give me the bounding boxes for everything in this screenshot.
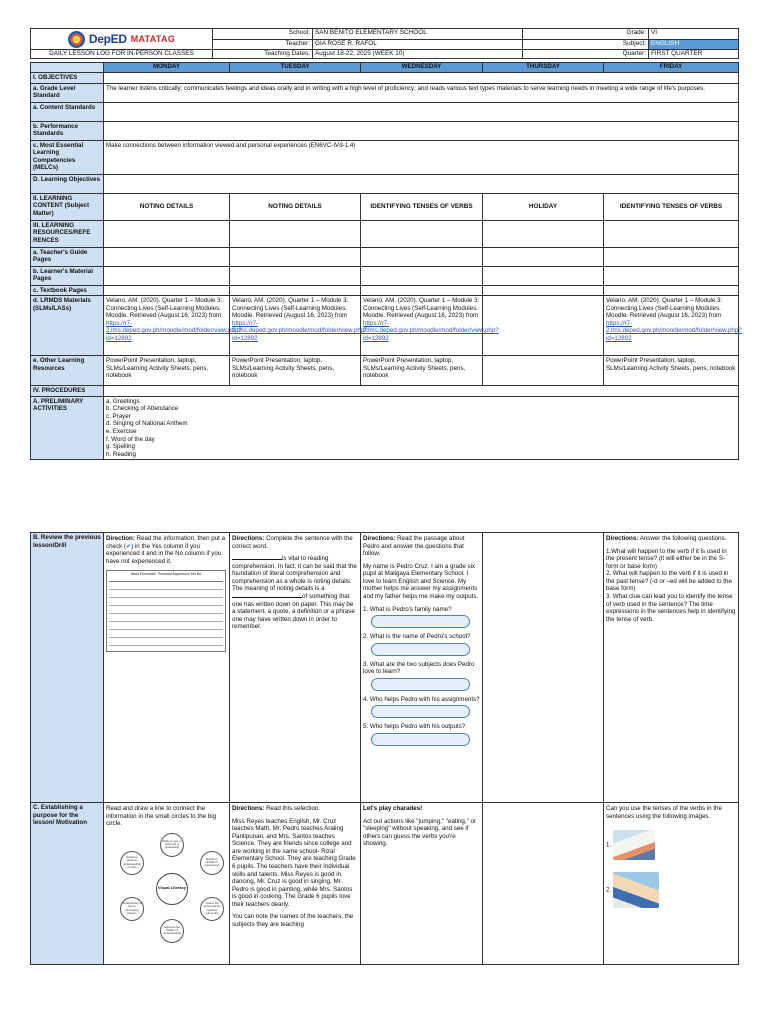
textbook-thu — [483, 285, 604, 296]
answer-field[interactable] — [371, 678, 470, 691]
question: 1.What will happen to the verb if it is used in the present tense? (it will either be in the S-form or base form) — [606, 547, 727, 570]
question: 1. What is Pedro's family name? — [363, 605, 452, 613]
review-friday — [604, 533, 739, 803]
direction-label: Directions: — [606, 535, 639, 542]
direction-text: Read this selection. — [266, 805, 321, 812]
direction-label: Directions: — [232, 535, 265, 542]
deped-logo: DepED — [88, 31, 127, 46]
mini-table-row — [109, 598, 223, 606]
purpose-label: C. Establishing a purpose for the lesson/ Motivation — [31, 803, 104, 965]
day-wednesday: WEDNESDAY — [361, 63, 483, 73]
purpose-thursday — [483, 803, 604, 965]
other-friday: PowerPoint Presentation, laptop, SLMs/Learning Activity Sheets, pens, notebook — [604, 356, 739, 386]
guide-fri — [604, 247, 739, 266]
review-thursday — [483, 533, 604, 803]
material-fri — [604, 266, 739, 285]
content-standards-cell — [104, 102, 739, 121]
lesson-log-page-1 — [30, 28, 742, 460]
content-tuesday: NOTING DETAILS — [230, 193, 361, 220]
day-tuesday: TUESDAY — [230, 63, 361, 73]
question: 2. What is the name of Pedro's school? — [363, 633, 471, 641]
lrmds-monday — [104, 296, 242, 356]
mini-table-header: Items Presented · Personal Experience Yes No — [109, 573, 223, 582]
direction-text: Can you use the tenses of the verbs in the sentences using the following images. — [606, 805, 722, 820]
mini-table-head2: Personal Experience — [158, 572, 190, 577]
guide-thu — [483, 247, 604, 266]
lrmds-citation: Velano, AM. (2020). Quarter 1 – Module 3: Connecting Lives (Self-Learning Modules. Moodle. Retrieved (August 16, 2023) from — [363, 297, 480, 320]
content-monday: NOTING DETAILS — [104, 193, 230, 220]
selection-text: Miss Reyes teaches English, Mr. Cruz teaches Math, Mr. Pedro teaches Araling Panlipunan, and Mrs. Santos teaches Science. They are friends since college and are working in the same school- Rizal Elementary School. They are teaching Grade 6 pupils. The teachers have their individual skills and talents. Miss Reyes is good in dancing, Mr. Cruz is good in singing, Mr. Pedro is good in painting, while Mrs. Santos is good in cooking. The Grade 6 pupils love their teachers dearly. — [232, 817, 356, 908]
matatag-logo: MATATAG — [130, 33, 176, 44]
image-number: 2. — [606, 886, 612, 894]
day-monday: MONDAY — [104, 63, 230, 73]
question: 2. What will happen to the verb if it is used in the past tense? (-d or –ed will be added to the base form) — [606, 570, 732, 593]
preliminary-label: A. PRELIMINARY ACTIVITIES — [31, 396, 104, 460]
pedro-passage: My name is Pedro Cruz. I am a grade six pupil at Maligaya Elementary School. I love to learn English and Science. My mother helps me answer my assignments and my father helps me make my outputs. — [363, 562, 479, 600]
material-wed — [361, 266, 483, 285]
purpose-monday — [104, 803, 230, 965]
mindmap-node[interactable]: Visual literacy is key to developing literacy — [120, 897, 144, 921]
image-number: 1. — [606, 841, 612, 849]
content-standards-label: a. Content Standards — [31, 102, 104, 121]
mini-table-row — [109, 630, 223, 638]
corner-cell — [31, 63, 104, 73]
teachers-guide-label: a. Teacher's Guide Pages — [31, 247, 104, 266]
list-item: a. Greetings — [106, 397, 140, 405]
procedures-table — [30, 532, 739, 965]
answer-field[interactable] — [371, 643, 470, 656]
review-tuesday — [230, 533, 361, 803]
other-resources-label: e. Other Learning Resources — [31, 356, 104, 386]
material-tue — [230, 266, 361, 285]
mini-table-yes: Yes — [190, 572, 197, 577]
question: 3. What clue can lead you to identify the tense of verb used in the sentence? The time expressions in the sentences help in identifying the tense of verb. — [606, 592, 736, 623]
objectives-label: I. OBJECTIVES — [31, 73, 104, 84]
lrmds-tuesday — [230, 296, 368, 356]
mini-table-row — [109, 582, 223, 590]
mini-table-head: Items Presented — [130, 572, 156, 577]
grade-level-text: The learner listens critically; communicates feelings and ideas orally and in writing with a high level of proficiency; and reads various text types materials to serve learning needs in meeting a wide range of life's purposes. — [104, 83, 739, 102]
passage-text-2: of something that one has written down on paper. This may be a statement, a quote, a definition or a phrase one may have written down in order to remember. — [232, 592, 355, 631]
teacher-label: Teacher: — [213, 39, 313, 50]
list-item: g. Spelling — [106, 443, 135, 451]
mindmap-node[interactable]: Ability to see, to read and to understand — [160, 833, 184, 857]
other-tuesday: PowerPoint Presentation, laptop, SLMs/Learning Activity Sheets, pens, notebook — [230, 356, 361, 386]
lrmds-label: d. LRMDS Materials (SLMs/LASs) — [31, 296, 104, 356]
direction-label: Directions: — [232, 805, 265, 812]
grade-value: VI — [649, 29, 739, 40]
image-item-2 — [606, 872, 736, 908]
review-monday — [104, 533, 230, 803]
grade-level-label: a. Grade Level Standard — [31, 83, 104, 102]
deped-seal-icon — [68, 31, 85, 48]
selection-text-2: You can note the names of the teachers, the subjects they are teaching — [232, 913, 354, 928]
check-icon: ✔ — [125, 542, 132, 550]
quarter-value: FIRST QUARTER — [649, 50, 739, 59]
list-item: h. Reading — [106, 450, 136, 458]
direction-text: Answer the following questions. — [639, 535, 727, 542]
lesson-table — [30, 62, 742, 460]
lrmds-friday — [604, 296, 742, 356]
answer-blank[interactable] — [232, 559, 282, 560]
mini-table-row — [109, 614, 223, 622]
resources-fri — [604, 220, 739, 247]
mindmap-node[interactable]: Involve the visual and the cognitive elements — [200, 897, 224, 921]
mindmap-center: Visual Literacy — [156, 873, 188, 905]
textbook-mon — [104, 285, 230, 296]
other-monday: PowerPoint Presentation, laptop, SLMs/Learning Activity Sheets, pens, notebook — [104, 356, 230, 386]
learning-content-label: II. LEARNING CONTENT (Subject Matter) — [31, 193, 104, 220]
list-item: b. Checking of Attendance — [106, 405, 179, 413]
question: 3. What are the two subjects does Pedro love to learn? — [363, 660, 475, 676]
textbook-wed — [361, 285, 483, 296]
textbook-label: c. Textbook Pages — [31, 285, 104, 296]
mini-table-row — [109, 622, 223, 630]
other-thursday — [483, 356, 604, 386]
list-item: f. Word of the day — [106, 435, 155, 443]
lrmds-thursday — [483, 296, 604, 356]
preliminary-list — [104, 396, 739, 460]
students-reading-image — [613, 830, 655, 860]
lrmds-citation: Velano, AM. (2020). Quarter 1 – Module 3: Connecting Lives (Self-Learning Modules. Moodle. Retrieved (August 16, 2023) from — [106, 297, 223, 320]
subject-label: Subject: — [523, 39, 649, 50]
answer-field[interactable] — [371, 615, 470, 628]
teacher-value: GIA ROSE R. RAFOL — [313, 39, 523, 50]
question: 4. Who helps Pedro with his assignments? — [363, 695, 480, 703]
lrmds-wednesday — [361, 296, 499, 356]
material-thu — [483, 266, 604, 285]
mini-table-row — [109, 638, 223, 646]
dates-value: August 18-22, 2025 (WEEK 10) — [313, 50, 523, 59]
resources-wed — [361, 220, 483, 247]
learning-objectives-cell — [104, 174, 739, 193]
direction-label: Directions: — [363, 535, 396, 542]
performance-standards-label: b. Performance Standards — [31, 121, 104, 140]
mindmap-node[interactable]: Builds on children's experiences — [200, 851, 224, 875]
content-friday: IDENTIFYING TENSES OF VERBS — [604, 193, 739, 220]
mindmap-node[interactable]: Supports the children in understanding — [160, 919, 184, 943]
review-label: B. Review the previous lesson/Drill — [31, 533, 104, 803]
grade-label: Grade: — [523, 29, 649, 40]
answer-field[interactable] — [371, 705, 470, 718]
lrmds-citation: Velano, AM. (2020). Quarter 1 – Module 3: Connecting Lives (Self-Learning Modules. Moodle. Retrieved (August 16, 2023) from — [606, 297, 723, 320]
review-wednesday — [361, 533, 483, 803]
charades-text: Act out actions like "jumping," "eating," or "sleeping" without speaking, and see if others can guess the verbs you're showing. — [363, 817, 476, 848]
answer-field[interactable] — [371, 733, 470, 746]
lrmds-link[interactable]: https://r7-2.lms.deped.gov.ph/moodle/mod/folder/view.php?id=12892 — [106, 319, 242, 342]
passage-text: is vital to reading comprehension. In fact, it can be said that the foundation of literal comprehension and comprehension as a whole is noting details. The meaning of noting details is a — [232, 555, 357, 593]
question: 5. Who helps Pedro with his outputs? — [363, 723, 466, 731]
header-table — [30, 28, 739, 59]
school-value: SAN BENITO ELEMENTARY SCHOOL — [313, 29, 523, 40]
mindmap-node[interactable]: Enhance students' understanding of texts — [120, 851, 144, 875]
material-mon — [104, 266, 230, 285]
procedures-cell — [104, 386, 739, 397]
logo — [33, 29, 210, 49]
direction-text: Complete the sentence with the correct word. — [232, 535, 353, 550]
direction-text: Read and draw a line to connect the information in the small circles to the big circle. — [106, 805, 217, 828]
procedures-label: IV. PROCEDURES — [31, 386, 104, 397]
mini-table-row — [109, 590, 223, 598]
mini-table-row — [109, 606, 223, 614]
list-item: d. Singing of National Anthem — [106, 420, 188, 428]
answer-blank[interactable] — [232, 597, 302, 598]
learning-objectives-label: D. Learning Objectives — [31, 174, 104, 193]
lrmds-link[interactable]: https://r7-2.lms.deped.gov.ph/moodle/mod/folder/view.php?id=12892 — [363, 319, 499, 342]
resources-label: III. LEARNING RESOURCES/REFE RENCES — [31, 220, 104, 247]
direction-text: Read the passage about Pedro and answer the questions that follow. — [363, 535, 465, 558]
lrmds-link[interactable]: https://r7-2.lms.deped.gov.ph/moodle/mod/folder/view.php?id=12892 — [232, 319, 368, 342]
resources-tue — [230, 220, 361, 247]
school-label: School: — [213, 29, 313, 40]
melc-text: Make connections between information viewed and personal experiences (EN6VC-IVd-1.4) — [104, 140, 739, 174]
direction-text: Read the information, then put a check ( — [106, 535, 226, 550]
resources-mon — [104, 220, 230, 247]
lesson-log-page-2 — [30, 532, 738, 965]
content-thursday: HOLIDAY — [483, 193, 604, 220]
purpose-tuesday — [230, 803, 361, 965]
guide-mon — [104, 247, 230, 266]
guide-tue — [230, 247, 361, 266]
direction-label: Direction: — [106, 535, 135, 542]
experience-table-image — [106, 570, 226, 652]
other-wednesday: PowerPoint Presentation, laptop, SLMs/Learning Activity Sheets, pens, notebook — [361, 356, 483, 386]
guide-wed — [361, 247, 483, 266]
textbook-tue — [230, 285, 361, 296]
list-item: c. Prayer — [106, 412, 131, 420]
performance-standards-cell — [104, 121, 739, 140]
content-wednesday: IDENTIFYING TENSES OF VERBS — [361, 193, 483, 220]
charades-title: Let's play charades! — [363, 805, 423, 812]
lrmds-link[interactable]: https://r7-2.lms.deped.gov.ph/moodle/mod/folder/view.php?id=12892 — [606, 319, 742, 342]
lrmds-citation: Velano, AM. (2020). Quarter 1 – Module 3: Connecting Lives (Self-Learning Modules. Moodle. Retrieved (August 16, 2023) from — [232, 297, 349, 320]
resources-thu — [483, 220, 604, 247]
learners-material-label: b. Learner's Material Pages — [31, 266, 104, 285]
quarter-label: Quarter: — [523, 50, 649, 59]
visual-literacy-mindmap — [116, 833, 228, 945]
day-thursday: THURSDAY — [483, 63, 604, 73]
day-friday: FRIDAY — [604, 63, 739, 73]
mini-table-no: No — [196, 572, 202, 577]
list-item: e. Exercise — [106, 427, 137, 435]
dates-label: Teaching Dates: — [213, 50, 313, 59]
purpose-wednesday — [361, 803, 483, 965]
document-title: DAILY LESSON LOG FOR IN-PERSON CLASSES — [31, 50, 213, 59]
subject-value: ENGLISH — [649, 39, 739, 50]
image-item-1 — [606, 830, 736, 860]
purpose-friday — [604, 803, 739, 965]
objectives-cell — [104, 73, 739, 84]
textbook-fri — [604, 285, 739, 296]
melc-label: c. Most Essential Learning Competencies (MELCs) — [31, 140, 104, 174]
logo-cell — [31, 29, 213, 50]
direction-text-2: ) in the Yes column if you experienced it and in the No column if you have not experienced it. — [106, 542, 222, 565]
child-writing-image — [613, 872, 659, 908]
